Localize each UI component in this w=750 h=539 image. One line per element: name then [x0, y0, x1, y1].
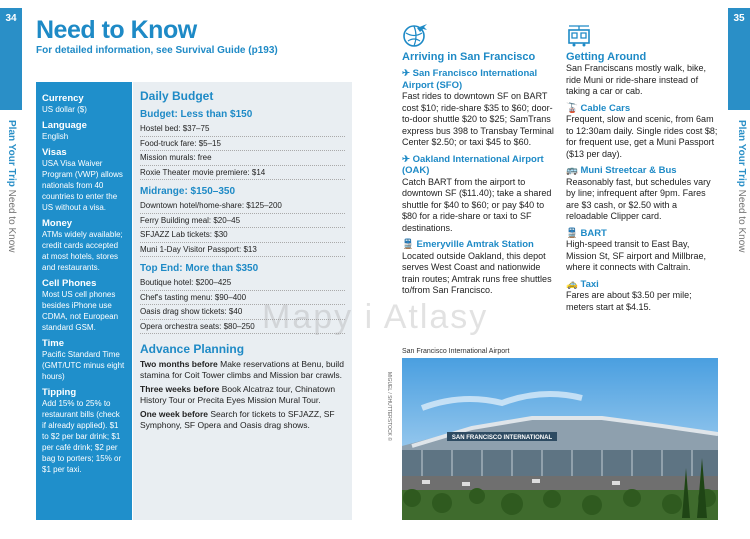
- tram-icon: [566, 22, 592, 48]
- facts-panel: [36, 82, 132, 520]
- fact-text: ATMs widely available; credit cards accepted at most hotels, stores and restaurants.: [42, 230, 123, 272]
- fact-heading: Money: [42, 218, 73, 229]
- transport-heading: [566, 165, 718, 177]
- fact-text: Add 15% to 25% to restaurant bills (check if already applied). $1 to $2 per bar drink; $1 per café drink; $2 per bag to porters; 15% or $1 per taxi.: [42, 399, 122, 474]
- fact-heading: Cell Phones: [42, 278, 97, 289]
- bus-icon: 🚌: [566, 165, 581, 176]
- budget-item: Hostel bed: $37–75: [140, 122, 345, 137]
- transport-heading-text: Muni Streetcar & Bus: [580, 165, 677, 176]
- plane-icon: ✈: [402, 153, 413, 165]
- fact-heading: Currency: [42, 93, 84, 104]
- fact-text: English: [42, 132, 69, 141]
- arriving-heading-text: Oakland International Airport (OAK): [402, 153, 544, 176]
- fact-heading: Visas: [42, 147, 67, 158]
- budget-item: Boutique hotel: $200–425: [140, 276, 345, 291]
- advance-text: Book Alcatraz tour, Chinatown History Tour or Precita Eyes Mission Mural Tour.: [140, 384, 336, 405]
- budget-item: Opera orchestra seats: $80–250: [140, 320, 345, 335]
- page-number-left: 34: [0, 8, 22, 30]
- getting-around-title: Getting Around: [566, 50, 647, 63]
- budget-tier-heading: Budget: Less than $150: [140, 109, 253, 120]
- taxi-icon: 🚕: [566, 278, 581, 290]
- advance-title: Advance Planning: [140, 342, 245, 356]
- fact-heading: Language: [42, 120, 87, 131]
- arriving-heading: [402, 68, 560, 91]
- budget-title: Daily Budget: [140, 89, 214, 103]
- advance-text: Make reservations at Benu, build stamina for Coit Tower climbs and Mission bar crawls.: [140, 359, 344, 380]
- globe-plane-icon: [402, 22, 428, 48]
- arriving-heading: [402, 154, 560, 177]
- advance-item: [140, 409, 345, 431]
- terminal-sign-text: SAN FRANCISCO INTERNATIONAL: [451, 435, 553, 441]
- budget-item: Roxie Theater movie premiere: $14: [140, 166, 345, 181]
- getting-around-section: [566, 22, 718, 313]
- fact-text: Pacific Standard Time (GMT/UTC minus eight hours): [42, 350, 125, 381]
- budget-item: Downtown hotel/home-share: $125–200: [140, 199, 345, 214]
- arriving-heading-text: San Francisco International Airport (SFO): [402, 68, 538, 91]
- transport-text: Frequent, slow and scenic, from 6am to 12:30am daily. Single rides cost $8; for frequent use, get a Muni Passport ($13 per day).: [566, 114, 718, 159]
- fact-text: US dollar ($): [42, 105, 87, 114]
- advance-lead: One week before: [140, 409, 209, 419]
- transport-heading-text: Taxi: [580, 278, 599, 290]
- photo-caption: San Francisco International Airport: [402, 348, 510, 355]
- watermark: Mapy i Atlasy: [262, 298, 489, 336]
- budget-item: Mission murals: free: [140, 151, 345, 166]
- side-strip-left: [0, 30, 22, 110]
- transport-heading-text: Cable Cars: [580, 102, 631, 114]
- getting-around-intro: San Franciscans mostly walk, bike, ride Muni or ride-share instead of taking a car or cab.: [566, 63, 707, 96]
- budget-tier-heading: Midrange: $150–350: [140, 186, 236, 197]
- advance-lead: Three weeks before: [140, 384, 220, 394]
- arriving-heading-text: Emeryville Amtrak Station: [416, 239, 534, 250]
- fact-text: Most US cell phones besides iPhone use CDMA, not European standard GSM.: [42, 290, 119, 332]
- advance-item: [140, 359, 345, 381]
- budget-tier-heading: Top End: More than $350: [140, 263, 259, 274]
- transport-heading: [566, 228, 718, 240]
- transport-text: Fares are about $3.50 per mile; meters start at $4.15.: [566, 290, 692, 312]
- page-number-right: 35: [728, 8, 750, 30]
- fact-heading: Tipping: [42, 387, 77, 398]
- advance-item: [140, 384, 345, 406]
- airport-photo: [402, 358, 718, 520]
- budget-item: Ferry Building meal: $20–45: [140, 214, 345, 229]
- arriving-title: Arriving in San Francisco: [402, 50, 536, 63]
- train-icon: 🚆: [566, 227, 581, 239]
- arriving-section: [402, 22, 560, 297]
- budget-item: Muni 1-Day Visitor Passport: $13: [140, 243, 345, 258]
- page-title: Need to Know: [36, 16, 197, 44]
- side-label-right: Plan Your Trip Need to Know: [736, 120, 747, 253]
- cable-car-icon: 🚡: [566, 102, 581, 114]
- budget-item: Food-truck fare: $5–15: [140, 137, 345, 152]
- plane-icon: ✈: [402, 68, 413, 79]
- train-icon: 🚆: [402, 239, 417, 250]
- arriving-text: Located outside Oakland, this depot serves West Coast and nationwide train routes; Amtrak runs free shuttles to/from San Francisco.: [402, 250, 552, 295]
- fact-heading: Time: [42, 338, 65, 349]
- advance-text: Search for tickets to SFJAZZ, SF Symphony, SF Opera and Oasis drag shows.: [140, 409, 335, 430]
- arriving-text: Catch BART from the airport to downtown SF ($11.40); take a shared shuttle for $40 to $60; or pay $40 to $80 for a ride-share or taxi to SF destinations.: [402, 176, 552, 233]
- transport-text: High-speed transit to East Bay, Mission St, SF airport and Millbrae, where it connects with Caltrain.: [566, 239, 707, 272]
- transport-heading: [566, 279, 718, 291]
- page-subtitle: For detailed information, see Survival Guide (p193): [36, 45, 278, 56]
- advance-lead: Two months before: [140, 359, 218, 369]
- side-label-left: Plan Your Trip Need to Know: [6, 120, 17, 253]
- transport-heading-text: BART: [580, 227, 607, 239]
- budget-item: Oasis drag show tickets: $40: [140, 305, 345, 320]
- transport-heading: [566, 103, 718, 115]
- transport-text: Reasonably fast, but schedules vary by line; infrequent after 9pm. Fares are $3 cash, or $2.50 with a reloadable Clipper card.: [566, 176, 711, 221]
- fact-text: USA Visa Waiver Program (VWP) allows nationals from 40 countries to enter the US without a visa.: [42, 159, 123, 212]
- budget-item: Chef's tasting menu: $90–400: [140, 291, 345, 306]
- photo-credit: MIGUEL / SHUTTERSTOCK ©: [386, 372, 392, 441]
- budget-panel: [133, 82, 352, 520]
- budget-item: SFJAZZ Lab tickets: $30: [140, 228, 345, 243]
- arriving-text: Fast rides to downtown SF on BART cost $10; ride-share $35 to $60; door-to-door shuttle $20 to $25; SamTrans express bus 398 to Transbay Terminal Center $2.50; or taxi $45 to $60.: [402, 91, 554, 147]
- arriving-heading: [402, 239, 560, 251]
- side-strip-right: [728, 30, 750, 110]
